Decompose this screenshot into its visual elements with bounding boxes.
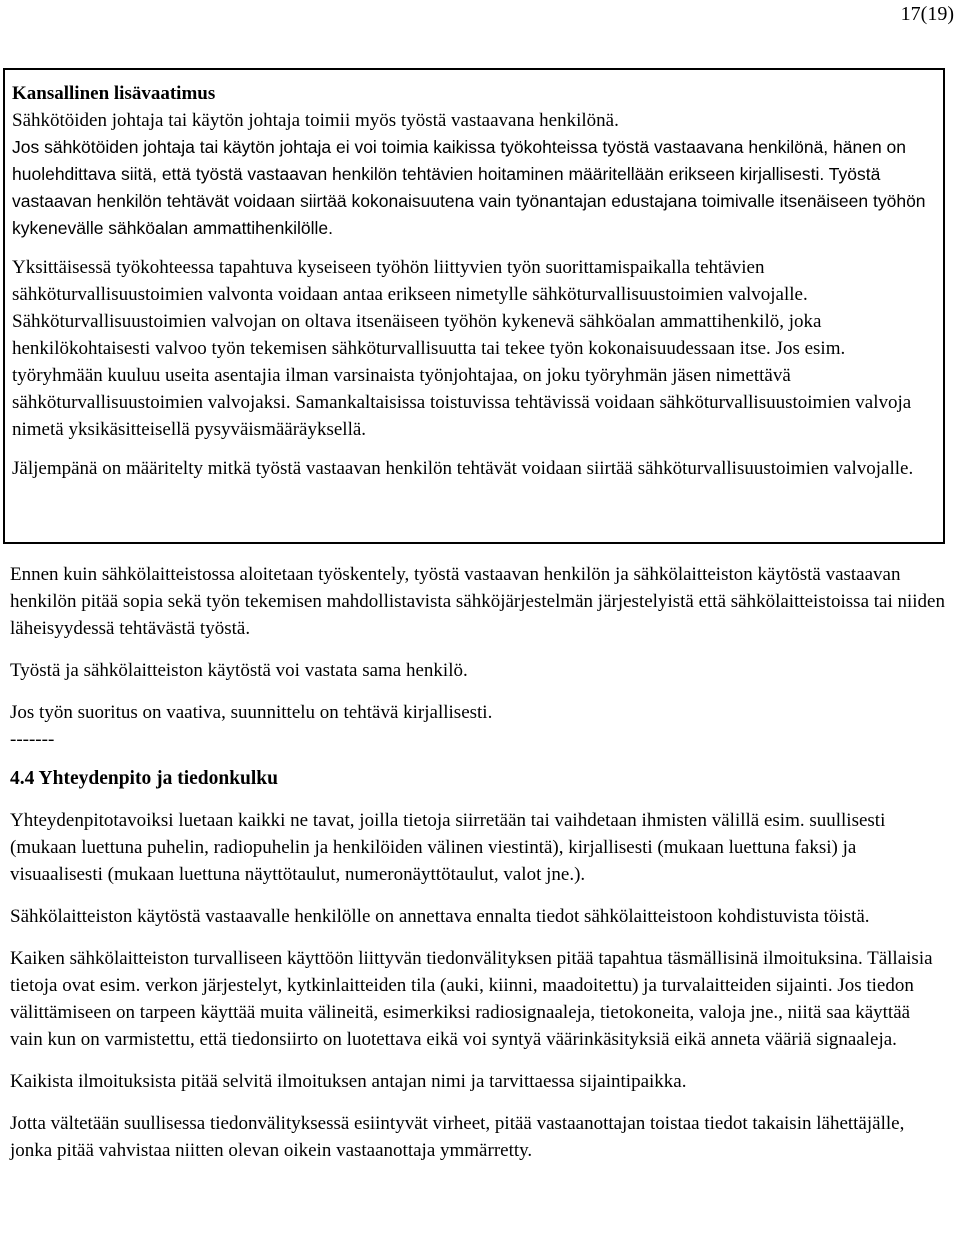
section-heading: 4.4 Yhteydenpito ja tiedonkulku bbox=[10, 768, 279, 789]
body-paragraph: Yhteydenpitotavoiksi luetaan kaikki ne tavat, joilla tietoja siirretään tai vaihdetaan ihmisten välillä esim. suullisesti (mukaan luettuna puhelin, radiopuhelin ja henkilöiden välinen viestintä), kirjallisesti (mukaan luettuna faksi) ja visuaalisesti (mukaan luettuna näyttötaulut, numeronäyttötaulut, valot jne.). bbox=[10, 810, 886, 885]
box-heading: Kansallinen lisävaatimus bbox=[12, 83, 216, 104]
body-paragraph: Kaikista ilmoituksista pitää selvitä ilmoituksen antajan nimi ja tarvittaessa sijaintipaikka. bbox=[10, 1071, 687, 1092]
box-intro-line: Sähkötöiden johtaja tai käytön johtaja toimii myös työstä vastaavana henkilönä. bbox=[12, 110, 619, 131]
body-paragraph: Työstä ja sähkölaitteiston käytöstä voi vastata sama henkilö. bbox=[10, 660, 468, 681]
box-sans-paragraph: Jos sähkötöiden johtaja tai käytön johtaja ei voi toimia kaikissa työkohteissa työstä vastaavana henkilönä, hänen on huolehdittava siitä, että työstä vastaavan henkilön tehtävien hoitaminen määritellään erikseen kirjallisesti. Työstä vastaavan henkilön tehtävät voidaan siirtää kokonaisuutena vain työnantajan edustajana toimivalle itsenäiseen työhön kykenevälle sähköalan ammattihenkilölle. bbox=[12, 137, 926, 238]
box-paragraph: Yksittäisessä työkohteessa tapahtuva kyseiseen työhön liittyvien työn suorittamispaikalla tehtävien sähköturvallisuustoimien valvonta voidaan antaa erikseen nimetylle sähköturvallisuustoimien valvojalle. Sähköturvallisuustoimien valvojan on oltava itsenäiseen työhön kykenevä sähköalan ammattihenkilö, joka henkilökohtaisesti valvoo työn tekemisen sähköturvallisuutta tai tekee työn kokonaisuudessaan itse. Jos esim. työryhmään kuuluu useita asentajia ilman varsinaista työnjohtajaa, on joku työryhmän jäsen nimettävä sähköturvallisuustoimien valvojaksi. Samankaltaisissa toistuvissa tehtävissä voidaan sähköturvallisuustoimien valvoja nimetä yksikäsitteisellä pysyväismääräyksellä. bbox=[12, 257, 912, 440]
box-paragraph: Jäljempänä on määritelty mitkä työstä vastaavan henkilön tehtävät voidaan siirtää sähköturvallisuustoimien valvojalle. bbox=[12, 458, 914, 479]
body-paragraph: Kaiken sähkölaitteiston turvalliseen käyttöön liittyvän tiedonvälityksen pitää tapahtua täsmällisinä ilmoituksina. Tällaisia tietoja ovat esim. verkon järjestelyt, kytkinlaitteiden tila (auki, kiinni, maadoitettu) ja turvalaitteiden sijainti. Jos tiedon välittämiseen on tarpeen käyttää muita välineitä, esimerkiksi radiosignaaleja, tietokoneita, valoja jne., niitä saa käyttää vain kun on varmistettu, että tiedonsiirto on luotettava eikä voi syntyä väärinkäsityksiä eikä anneta vääriä signaaleja. bbox=[10, 948, 933, 1050]
body-paragraph: Jotta vältetään suullisessa tiedonvälityksessä esiintyvät virheet, pitää vastaanottajan toistaa tiedot takaisin lähettäjälle, jonka pitää vahvistaa niitten olevan oikein vastaanottaja ymmärretty. bbox=[10, 1113, 905, 1161]
separator: ------- bbox=[10, 729, 55, 750]
main-content bbox=[10, 561, 945, 1179]
national-requirement-box bbox=[3, 68, 945, 544]
body-paragraph: Jos työn suoritus on vaativa, suunnittelu on tehtävä kirjallisesti. bbox=[10, 702, 493, 723]
body-paragraph: Ennen kuin sähkölaitteistossa aloitetaan työskentely, työstä vastaavan henkilön ja sähkölaitteiston käytöstä vastaavan henkilön pitää sopia sekä työn tekemisen mahdollistavista sähköjärjestelmän järjestelyistä että sähkölaitteistoissa tai niiden läheisyydessä tehtävästä työstä. bbox=[10, 564, 945, 639]
body-paragraph: Sähkölaitteiston käytöstä vastaavalle henkilölle on annettava ennalta tiedot sähkölaitteistoon kohdistuvista töistä. bbox=[10, 906, 870, 927]
page-number: 17(19) bbox=[900, 3, 954, 25]
